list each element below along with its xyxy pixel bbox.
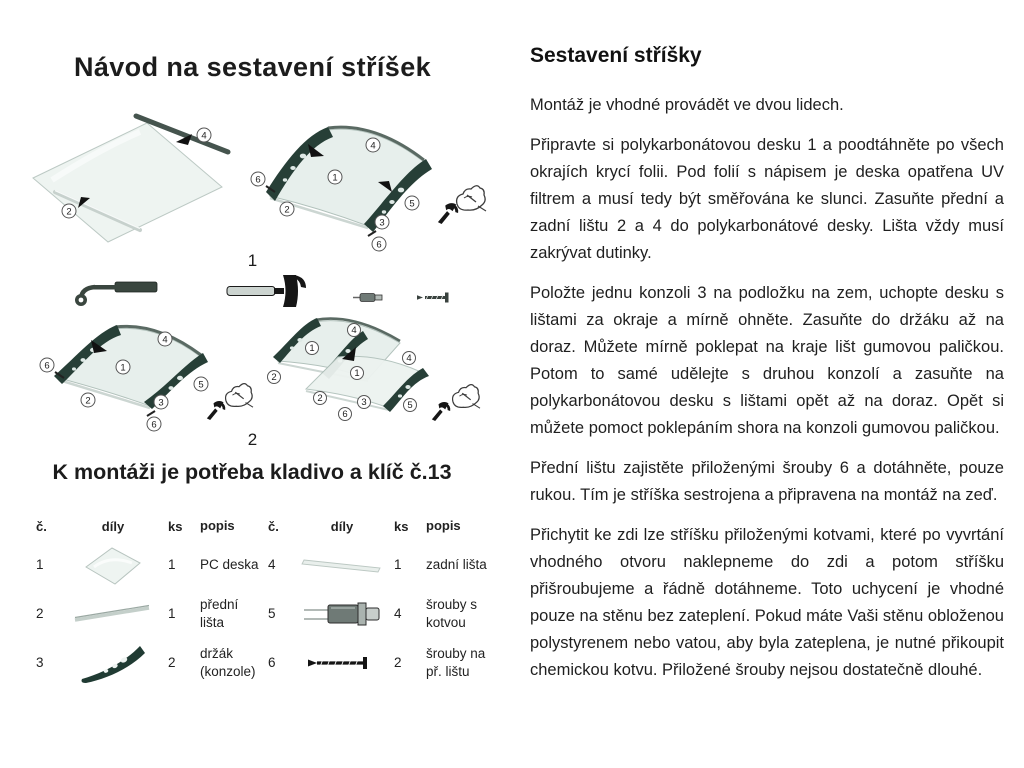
paragraph-brackets: Položte jednu konzoli 3 na podložku na zem, uchopte desku s lištami za okraje a mírně ohněte. Zasuňte do držáku až na doraz. Můžete mírně poklepat na kraje lišt gumovou paličkou. Potom to samé udělejte s druhou konzolí a zasuňte na polykarbonátovou desku s lištami opět až na doraz. Opět si můžete pomoct poklepáním shora na konzoli gumovou paličkou.: [530, 284, 1004, 437]
paragraph-front-strip: Přední lištu zajistěte přiloženými šrouby 6 a dotáhněte, pouze rukou. Tím je stříška sestrojena a připravena na montáž na zeď.: [530, 459, 1004, 504]
part-icon-anchor-bolt: [300, 598, 384, 630]
svg-text:4: 4: [370, 140, 376, 152]
part-icon-bracket: [76, 642, 150, 684]
part-icon-pc-sheet: [82, 543, 144, 587]
svg-text:2: 2: [284, 204, 290, 216]
table-row: 4 1 zadní lišta: [268, 540, 492, 589]
svg-text:1: 1: [354, 368, 360, 380]
diagram-assembled-canopy: [240, 112, 495, 254]
hand-with-screw-icon: [457, 186, 486, 211]
table-row: 3 2 držák (konzole): [36, 638, 268, 687]
diagram-step2-first-bracket: [35, 312, 260, 434]
page-title: Návod na sestavení stříšek: [73, 52, 432, 82]
paragraph-wall-mounting: Přichytit ke zdi lze stříšku přiloženými kotvami, které po vyvrtání vhodného otvoru naklepneme do zdi a potom stříšku přišroubujeme a řádně dotáhneme. Toto uchycení je vhodné pouze na stěnu bez zateplení. Pokud máte Vaši stěnu obloženou polystyrenem nebo vatou, aby byla zateplena, je nutné přikoupit chemickou kotvu. Přiložené šrouby nejsou dostatečně dlouhé.: [530, 526, 1004, 679]
paragraph-prepare-sheet: Připravte si polykarbonátovou desku 1 a poodtáhněte po všech okrajích krycí folii. Pod folií s nápisem je deska opatřena UV filtrem a musí tedy být směřována ke slunci. Zasuňte přední a zadní lištu 2 a 4 do polykarbonátové desky. Lišta vždy musí zakrývat dutinky.: [530, 136, 1004, 262]
hammer-icon: [432, 402, 450, 421]
hammer-icon: [438, 203, 458, 224]
paragraph-two-people: Montáž je vhodné provádět ve dvou lidech.: [530, 96, 844, 114]
svg-text:6: 6: [151, 419, 157, 431]
diagram-pc-sheet-with-strips: [32, 108, 237, 253]
svg-text:3: 3: [361, 397, 367, 409]
hand-with-screw-icon: [453, 385, 480, 409]
parts-table-left: [36, 514, 268, 687]
anchor-bolt-icon: [353, 294, 382, 302]
svg-text:4: 4: [162, 334, 168, 346]
hammer-icon: [207, 401, 225, 420]
socket-wrench-icon: [75, 282, 157, 306]
svg-text:6: 6: [342, 409, 348, 421]
step-number-2: 2: [247, 430, 258, 449]
svg-text:4: 4: [406, 353, 412, 365]
svg-text:6: 6: [255, 174, 261, 186]
svg-text:4: 4: [201, 130, 207, 142]
parts-table-right: [268, 514, 492, 687]
svg-text:2: 2: [317, 393, 323, 405]
svg-text:5: 5: [409, 198, 415, 210]
table-row: 6 2 šrouby na př. lištu: [268, 645, 486, 679]
svg-text:2: 2: [85, 395, 91, 407]
svg-text:3: 3: [158, 397, 164, 409]
part-number-badge: [197, 128, 211, 142]
svg-text:4: 4: [351, 325, 357, 337]
svg-text:1: 1: [309, 343, 315, 355]
svg-text:1: 1: [332, 172, 338, 184]
parts-table-header: č. díly ks popis: [268, 517, 461, 534]
svg-text:6: 6: [376, 239, 382, 251]
svg-text:5: 5: [198, 379, 204, 391]
svg-text:1: 1: [120, 362, 126, 374]
screw-icon: [417, 293, 449, 303]
part-icon-front-strip-screw: [305, 653, 379, 673]
table-row: 5 4 šrouby s kotvou: [268, 596, 478, 630]
tools-heading: K montáži je potřeba kladivo a klíč č.13: [52, 460, 452, 484]
svg-text:6: 6: [44, 360, 50, 372]
hammer-icon: [227, 275, 306, 307]
svg-text:2: 2: [271, 372, 277, 384]
part-icon-front-strip: [71, 601, 155, 627]
assembly-instructions-article: [530, 44, 1004, 697]
parts-table-header: č. díly ks popis: [36, 517, 235, 534]
part-icon-back-strip: [300, 553, 384, 577]
svg-text:2: 2: [66, 206, 72, 218]
diagram-step2-second-bracket: [258, 315, 493, 435]
table-row: 2 1 přední lišta: [36, 596, 239, 630]
svg-text:3: 3: [379, 217, 385, 229]
article-heading: Sestavení stříšky: [530, 44, 702, 67]
table-row: 1 1 PC deska: [36, 540, 268, 589]
tools-illustration: [55, 270, 475, 312]
svg-text:5: 5: [407, 400, 413, 412]
step-number-1: 1: [247, 251, 258, 270]
hand-with-screw-icon: [226, 384, 253, 408]
part-number-badge: [62, 204, 76, 218]
